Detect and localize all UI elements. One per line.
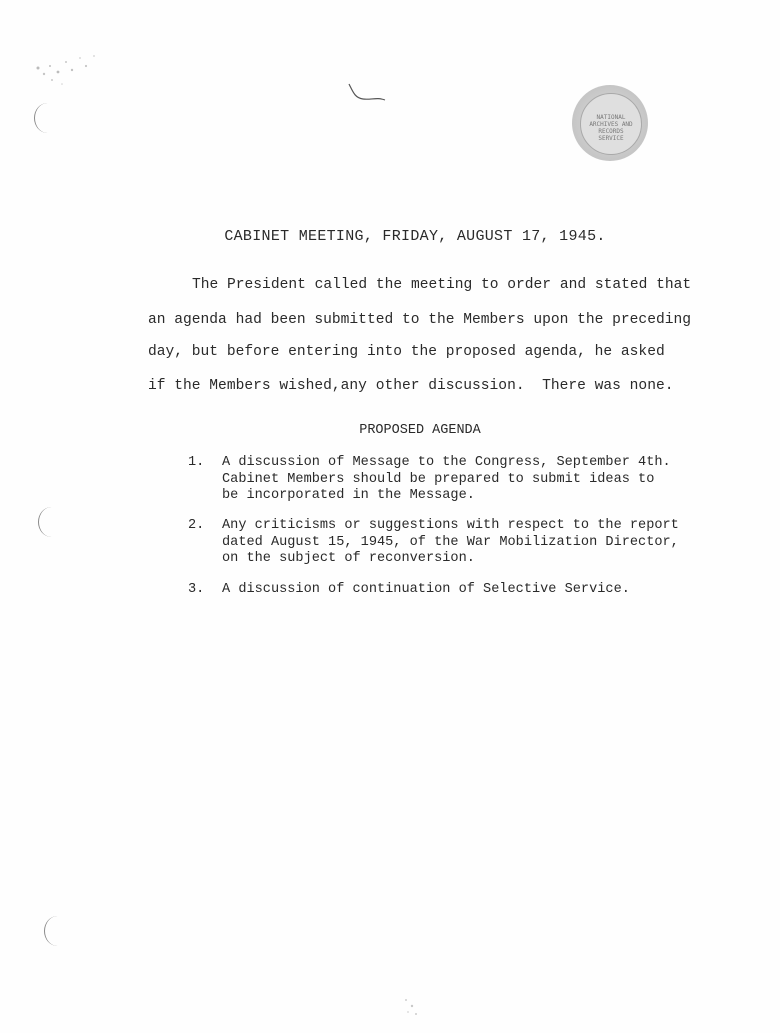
document-title: CABINET MEETING, FRIDAY, AUGUST 17, 1945. bbox=[224, 228, 606, 245]
paragraph-line-2: an agenda had been submitted to the Members upon the preceding bbox=[148, 312, 691, 328]
paper-mark-bottom bbox=[398, 990, 428, 1020]
agenda-item-number: 3. bbox=[188, 582, 205, 597]
paper-speckle-marks bbox=[28, 48, 108, 98]
punch-hole-bottom bbox=[44, 916, 71, 946]
stamp-line: SERVICE bbox=[598, 135, 624, 142]
agenda-heading: PROPOSED AGENDA bbox=[359, 423, 481, 438]
agenda-item-number: 2. bbox=[188, 518, 205, 533]
punch-hole-top bbox=[34, 103, 61, 133]
agenda-item-line: Any criticisms or suggestions with respect to the report bbox=[222, 518, 679, 533]
stamp-line: ARCHIVES AND bbox=[589, 121, 633, 128]
paragraph-line-3: day, but before entering into the proposed agenda, he asked bbox=[148, 344, 665, 360]
agenda-item-line: A discussion of continuation of Selective Service. bbox=[222, 582, 630, 597]
paragraph-line-1: The President called the meeting to order and stated that bbox=[192, 277, 692, 293]
agenda-item-text bbox=[222, 518, 692, 568]
stamp-line: RECORDS bbox=[598, 128, 624, 135]
agenda-item-number: 1. bbox=[188, 455, 205, 470]
archive-stamp bbox=[572, 85, 648, 161]
stamp-line: NATIONAL bbox=[596, 114, 626, 121]
agenda-item-line: dated August 15, 1945, of the War Mobilization Director, bbox=[222, 534, 679, 550]
archive-stamp-inner bbox=[580, 93, 642, 155]
agenda-item-line: be incorporated in the Message. bbox=[222, 488, 475, 503]
agenda-item-line: Cabinet Members should be prepared to submit ideas to bbox=[222, 471, 655, 487]
agenda-item-text bbox=[222, 582, 692, 599]
punch-hole-middle bbox=[38, 507, 65, 537]
agenda-item-line: on the subject of reconversion. bbox=[222, 551, 475, 566]
agenda-item-line: A discussion of Message to the Congress, September 4th. bbox=[222, 455, 671, 470]
agenda-item-text bbox=[222, 455, 692, 505]
paragraph-line-4: if the Members wished,any other discussion. There was none. bbox=[148, 378, 674, 394]
pencil-mark bbox=[345, 82, 390, 107]
archive-stamp-text bbox=[581, 114, 641, 142]
